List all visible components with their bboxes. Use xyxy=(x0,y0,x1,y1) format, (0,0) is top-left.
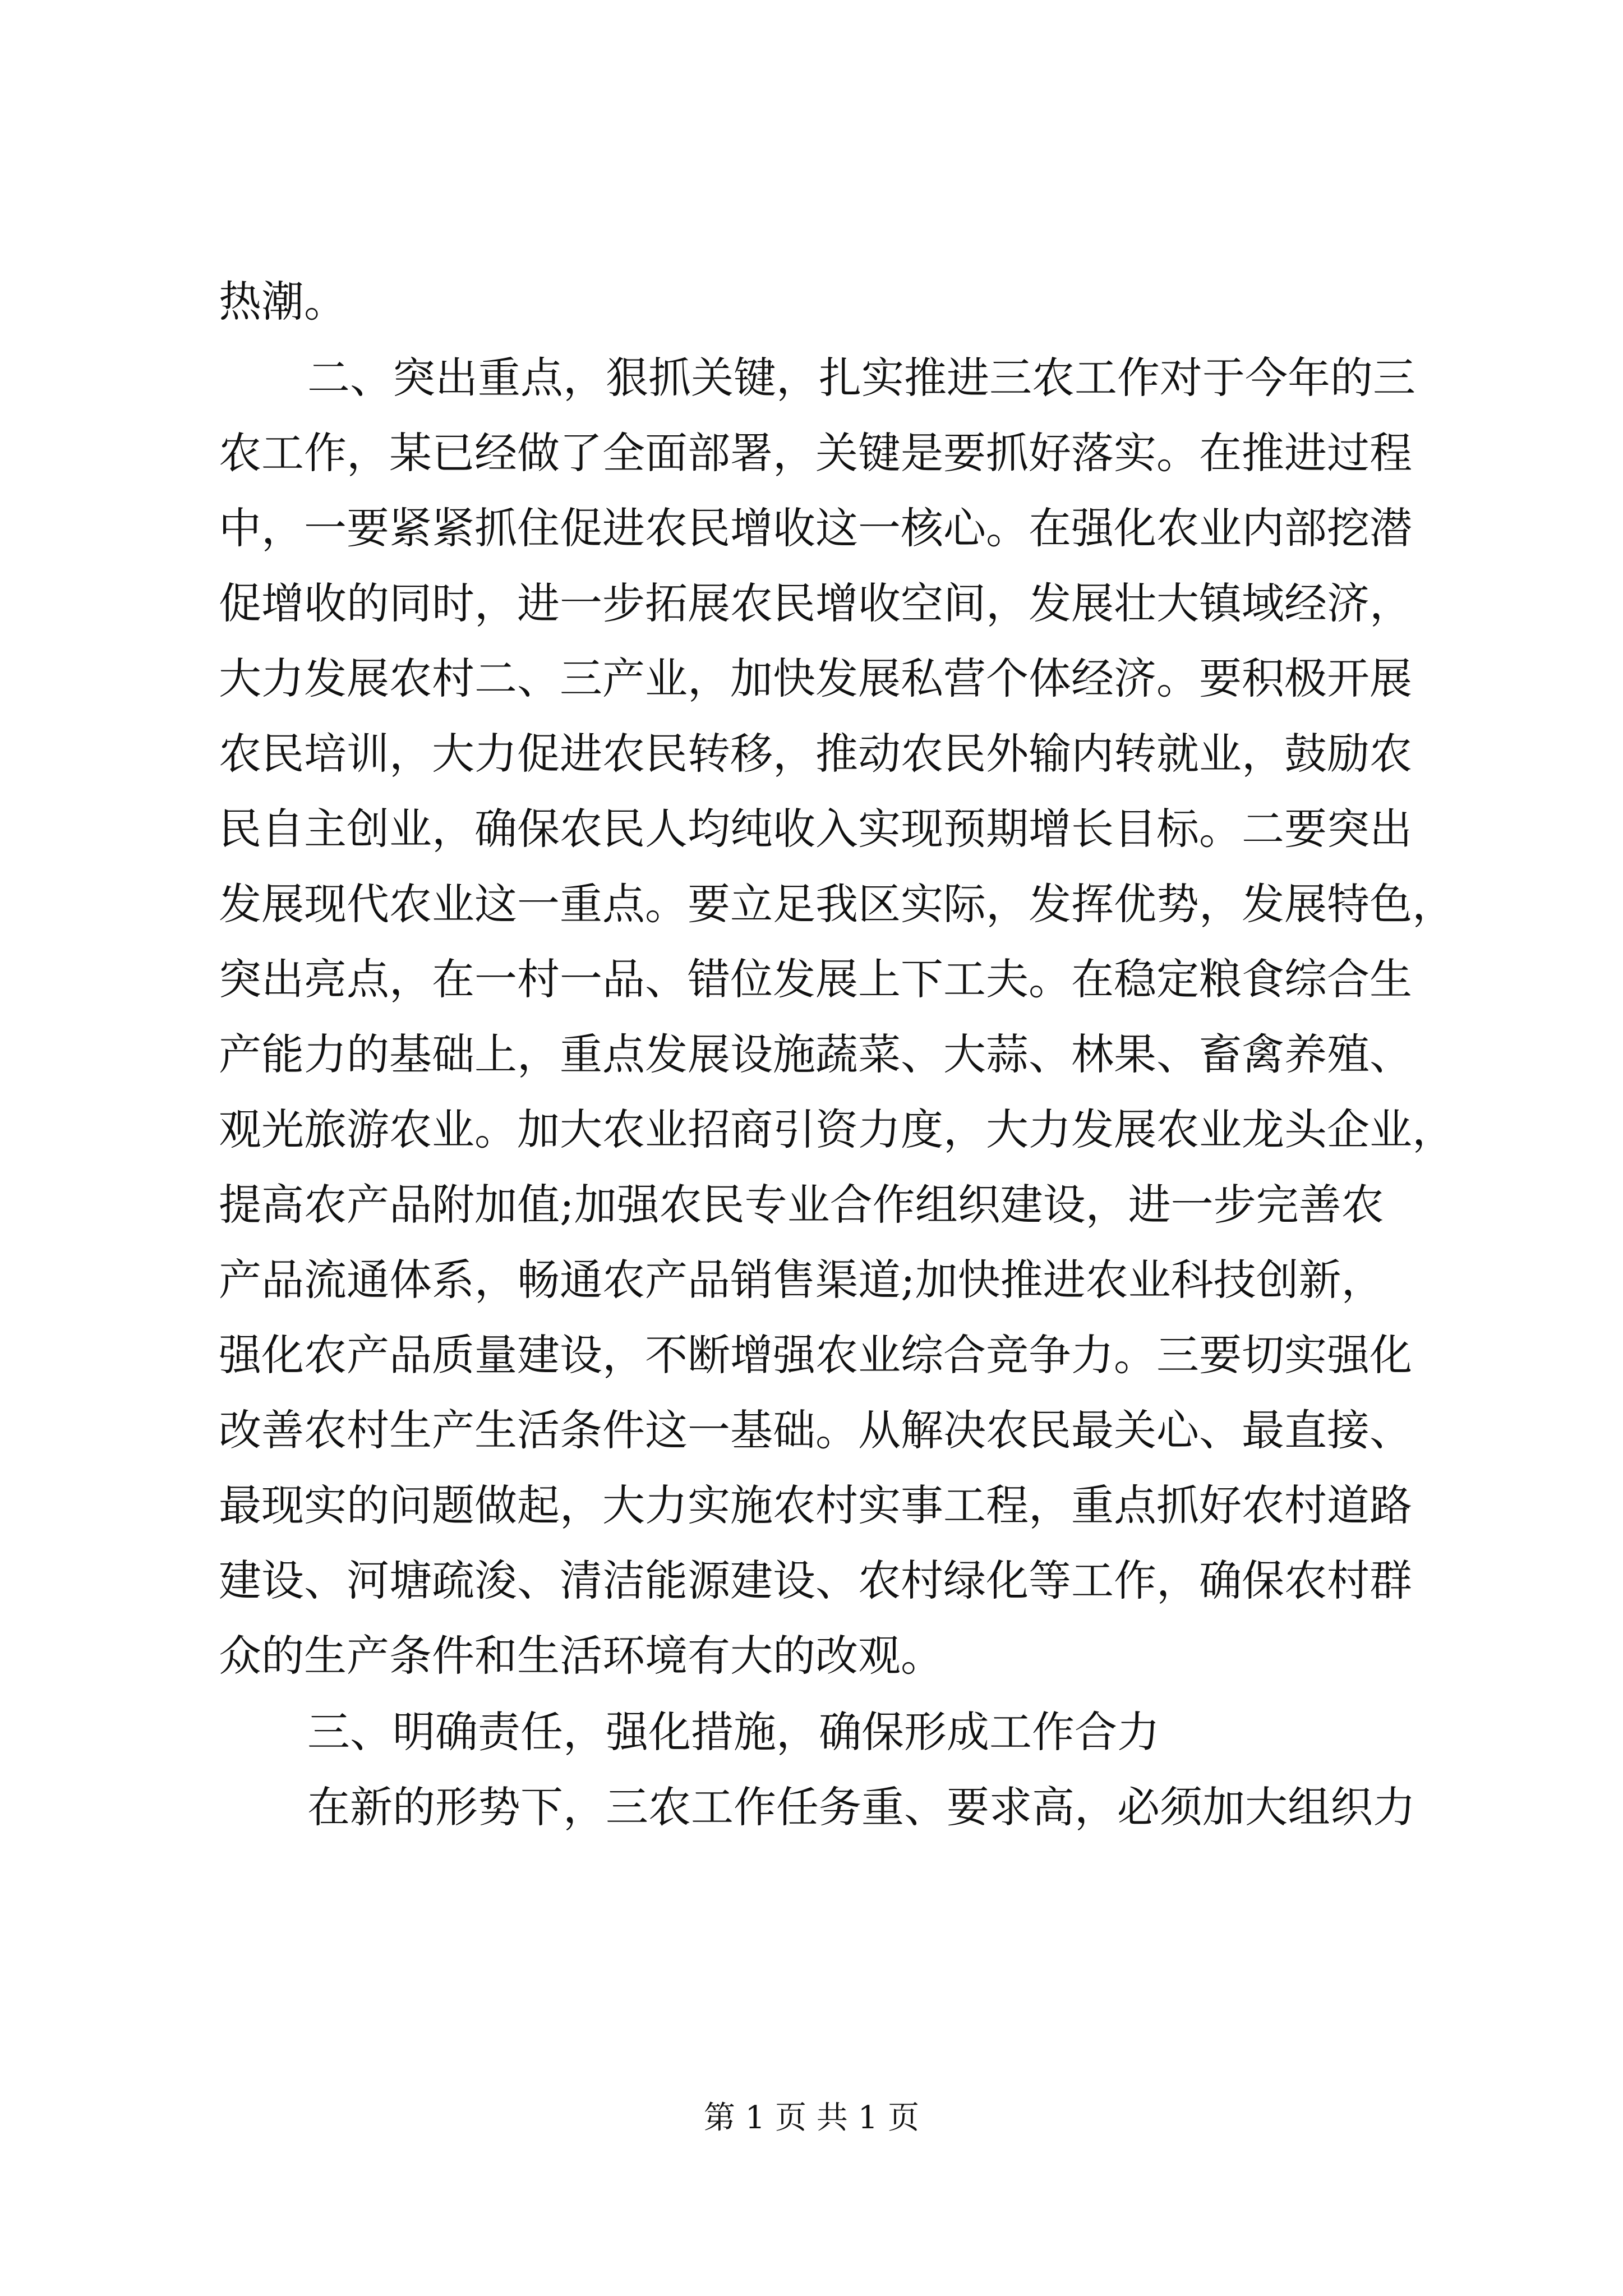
text-line-19: 众的生产条件和生活环境有大的改观。 xyxy=(219,1631,943,1681)
text-line-7: 农民培训，大力促进农民转移，推动农民外输内转就业，鼓励农 xyxy=(219,729,1412,779)
page-footer: 第 1 页 共 1 页 xyxy=(703,2100,920,2136)
text-line-14: 产品流通体系，畅通农产品销售渠道;加快推进农业科技创新， xyxy=(219,1255,1384,1305)
text-line-2: 二、突出重点，狠抓关键，扎实推进三农工作对于今年的三 xyxy=(307,353,1415,403)
text-line-18: 建设、河塘疏浚、清洁能源建设、农村绿化等工作，确保农村群 xyxy=(219,1556,1412,1605)
text-line-9: 发展现代农业这一重点。要立足我区实际，发挥优势，发展特色， xyxy=(219,879,1455,929)
text-line-10: 突出亮点，在一村一品、错位发展上下工夫。在稳定粮食综合生 xyxy=(219,954,1412,1004)
text-line-16: 改善农村生产生活条件这一基础。从解决农民最关心、最直接、 xyxy=(219,1405,1412,1455)
text-line-4: 中，一要紧紧抓住促进农民增收这一核心。在强化农业内部挖潜 xyxy=(219,503,1412,553)
text-line-8: 民自主创业，确保农民人均纯收入实现预期增长目标。二要突出 xyxy=(219,804,1412,854)
section-heading-3: 三、明确责任，强化措施，确保形成工作合力 xyxy=(307,1707,1160,1757)
text-line-13: 提高农产品附加值;加强农民专业合作组织建设，进一步完善农 xyxy=(219,1180,1384,1230)
text-line-1: 热潮。 xyxy=(219,277,347,326)
text-line-17: 最现实的问题做起，大力实施农村实事工程，重点抓好农村道路 xyxy=(219,1480,1412,1530)
text-line-5: 促增收的同时，进一步拓展农民增收空间，发展壮大镇域经济， xyxy=(219,578,1412,628)
text-line-21: 在新的形势下，三农工作任务重、要求高，必须加大组织力 xyxy=(307,1782,1415,1832)
text-line-12: 观光旅游农业。加大农业招商引资力度，大力发展农业龙头企业， xyxy=(219,1105,1455,1154)
text-line-11: 产能力的基础上，重点发展设施蔬菜、大蒜、林果、畜禽养殖、 xyxy=(219,1029,1412,1079)
text-line-6: 大力发展农村二、三产业，加快发展私营个体经济。要积极开展 xyxy=(219,654,1412,703)
text-line-3: 农工作，某已经做了全面部署，关键是要抓好落实。在推进过程 xyxy=(219,428,1412,478)
text-line-15: 强化农产品质量建设，不断增强农业综合竞争力。三要切实强化 xyxy=(219,1330,1412,1380)
